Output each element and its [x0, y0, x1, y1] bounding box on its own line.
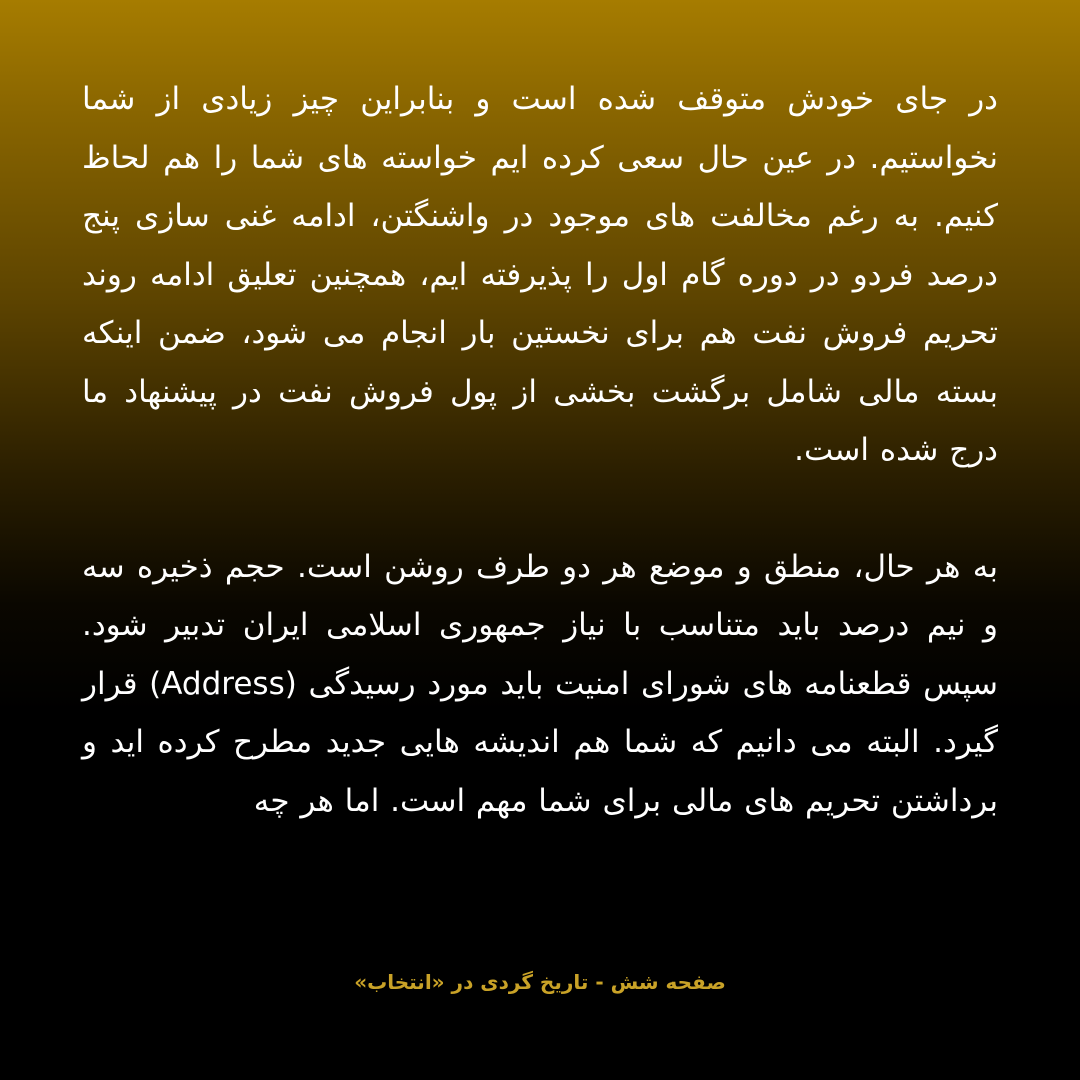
article-body: [82, 70, 998, 830]
article-paragraph-1: در جای خودش متوقف شده است و بنابراین چیز زیادی از شما نخواستیم. در عین حال سعی کرده ایم خواسته های شما را هم لحاظ کنیم. به رغم مخالفت های موجود در واشنگتن، ادامه غنی سازی پنج درصد فردو در دوره گام اول را پذیرفته ایم، همچنین تعلیق ادامه روند تحریم فروش نفت هم برای نخستین بار انجام می شود، ضمن اینکه بسته مالی شامل برگشت بخشی از پول فروش نفت در پیشنهاد ما درج شده است.: [82, 81, 998, 468]
footer-caption: صفحه شش - تاریخ گردی در «انتخاب»: [354, 970, 726, 994]
article-paragraph-2: به هر حال، منطق و موضع هر دو طرف روشن است. حجم ذخیره سه و نیم درصد باید متناسب با نیاز جمهوری اسلامی ایران تدبیر شود. سپس قطعنامه های شورای امنیت باید مورد رسیدگی (Address) قرار گیرد. البته می دانیم که شما هم اندیشه هایی جدید مطرح کرده اید و برداشتن تحریم های مالی برای شما مهم است. اما هر چه: [82, 548, 998, 819]
